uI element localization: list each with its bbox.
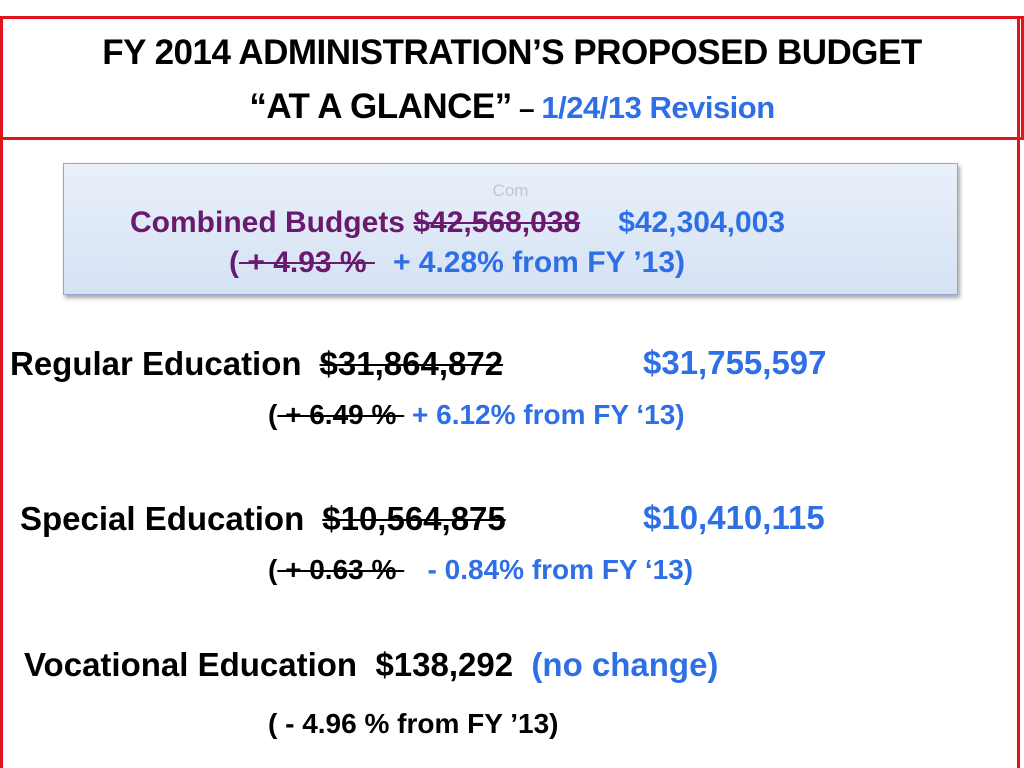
- special-open-paren: (: [268, 554, 278, 585]
- regular-open-paren: (: [268, 399, 278, 430]
- regular-old-percent: + 6.49 %: [277, 399, 405, 430]
- special-percent-line: [268, 554, 693, 586]
- special-new-percent: - 0.84% from FY ‘13): [427, 554, 694, 585]
- vocational-note: (no change): [531, 646, 719, 683]
- combined-new-amount: $42,304,003: [618, 206, 786, 239]
- title-line-2: [3, 87, 1021, 127]
- vocational-amount: $138,292: [375, 646, 514, 683]
- regular-education-row: [10, 345, 503, 383]
- vocational-education-row: [24, 646, 718, 684]
- ghost-text: Com: [492, 181, 529, 200]
- special-education-row: [20, 500, 506, 538]
- title-revision: 1/24/13 Revision: [541, 90, 775, 125]
- vocational-label: Vocational Education: [24, 646, 358, 683]
- combined-new-percent: + 4.28% from FY ’13): [392, 246, 686, 279]
- regular-new-amount: $31,755,597: [643, 344, 827, 381]
- combined-budgets-box: [63, 163, 958, 295]
- regular-percent-line: [268, 399, 685, 431]
- combined-label: Combined Budgets: [130, 206, 405, 239]
- regular-new-amount-wrap: [643, 344, 827, 382]
- special-old-amount: $10,564,875: [322, 500, 506, 537]
- special-new-amount-wrap: [643, 499, 825, 537]
- title-dash: –: [511, 93, 542, 124]
- title-at-a-glance: “AT A GLANCE”: [249, 87, 512, 126]
- title-box: [0, 16, 1024, 140]
- special-old-percent: + 0.63 %: [277, 554, 405, 585]
- title-line-1: FY 2014 ADMINISTRATION’S PROPOSED BUDGET: [102, 33, 922, 72]
- combined-old-amount: $42,568,038: [413, 206, 581, 239]
- special-label: Special Education: [20, 500, 305, 537]
- vocational-percent-line: ( - 4.96 % from FY ’13): [268, 708, 559, 739]
- regular-new-percent: + 6.12% from FY ‘13): [411, 399, 685, 430]
- combined-percent-line: [229, 246, 685, 280]
- regular-old-amount: $31,864,872: [319, 345, 504, 382]
- combined-amount-line: [130, 206, 785, 240]
- special-new-amount: $10,410,115: [643, 499, 825, 536]
- combined-old-percent: + 4.93 %: [239, 246, 375, 279]
- regular-label: Regular Education: [10, 345, 302, 382]
- combined-open-paren: (: [229, 246, 239, 279]
